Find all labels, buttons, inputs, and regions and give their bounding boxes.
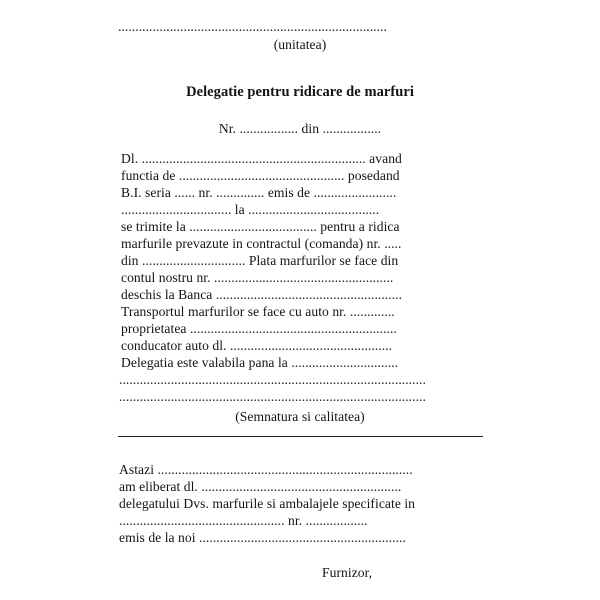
body-dotted-line: ......................................................................................... bbox=[119, 372, 426, 387]
unit-dotted-line: .............................................................................. bbox=[118, 19, 387, 34]
body-line: din .............................. Plata marfurilor se face din bbox=[121, 253, 399, 268]
body-dotted-line: ......................................................................................... bbox=[119, 389, 426, 404]
unit-label: (unitatea) bbox=[273, 37, 327, 52]
body-line: B.I. seria ...... nr. .............. emis de ........................ bbox=[121, 185, 397, 200]
body-line: Transportul marfurilor se face cu auto nr. ............. bbox=[121, 304, 395, 319]
body-line: Delegatia este valabila pana la ............................... bbox=[121, 355, 399, 370]
body-line: marfurile prevazute in contractul (comanda) nr. ..... bbox=[121, 236, 402, 251]
body-line: se trimite la ..................................... pentru a ridica bbox=[121, 219, 400, 234]
body-line: deschis la Banca ...................................................... bbox=[121, 287, 403, 302]
body-line: conducator auto dl. ............................................... bbox=[121, 338, 393, 353]
body-line: contul nostru nr. .................................................... bbox=[121, 270, 394, 285]
body-line: functia de ................................................ posedand bbox=[121, 168, 400, 183]
separator-rule bbox=[118, 436, 483, 437]
receipt-line: emis de la noi ............................................................ bbox=[119, 530, 406, 545]
supplier-label: Furnizor, bbox=[322, 565, 373, 580]
form-title: Delegatie pentru ridicare de marfuri bbox=[186, 84, 414, 100]
body-line: ................................ la ...................................... bbox=[121, 202, 380, 217]
body-line: proprietatea ............................................................ bbox=[121, 321, 397, 336]
receipt-line: ................................................ nr. .................. bbox=[119, 513, 368, 528]
body-line: Dl. ................................................................. avand bbox=[121, 151, 402, 166]
receipt-line: am eliberat dl. .......................................................... bbox=[119, 479, 402, 494]
form-number-line: Nr. ................. din ................. bbox=[218, 121, 382, 136]
signature-label: (Semnatura si calitatea) bbox=[235, 409, 365, 424]
receipt-line: Astazi .......................................................................... bbox=[119, 462, 413, 477]
receipt-line: delegatului Dvs. marfurile si ambalajele specificate in bbox=[119, 496, 416, 511]
